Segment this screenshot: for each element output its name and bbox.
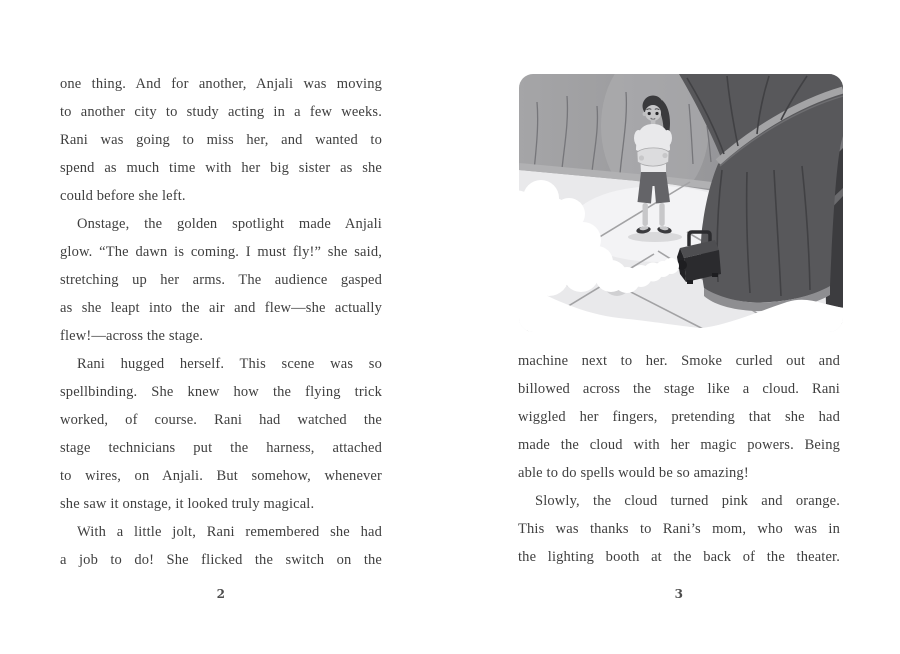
text-line: Rani was going to miss her, and wanted to (60, 132, 382, 148)
girl-leg-right (659, 203, 664, 226)
girl-shadow (628, 232, 682, 242)
text-line: wiggled her fingers, pretending that she had (518, 409, 840, 425)
girl-leg-left (643, 203, 648, 226)
text-line: as she leapt into the air and flew—she actually (60, 300, 382, 316)
text-line: she saw it onstage, it looked truly magical. (60, 496, 315, 512)
text-line: stage technicians put the harness, attached (60, 440, 382, 456)
text-line: billowed across the stage like a cloud. Rani (518, 381, 840, 397)
text-line: to another city to study acting in a few weeks. (60, 104, 382, 120)
text-line: Rani hugged herself. This scene was so (77, 356, 382, 372)
girl-eye-right (655, 112, 658, 115)
girl-eye-left (648, 112, 651, 115)
stage-illustration (519, 74, 843, 332)
text-line: With a little jolt, Rani remembered she had (77, 524, 382, 540)
text-line: could before she left. (60, 188, 186, 204)
text-line: worked, of course. Rani had watched the (60, 412, 382, 428)
page-3-text (518, 347, 840, 571)
text-line: made the cloud with her magic powers. Being (518, 437, 840, 453)
text-line: able to do spells would be so amazing! (518, 465, 749, 481)
page-3-number: 3 (674, 587, 684, 601)
text-line: stretching up her arms. The audience gasped (60, 272, 382, 288)
text-line: spend as much time with her big sister as she (60, 160, 382, 176)
text-line: the lighting booth at the back of the theater. (518, 549, 840, 565)
text-line: to wires, on Anjali. But somehow, whenever (60, 468, 382, 484)
page-2-number: 2 (216, 587, 226, 601)
text-line: one thing. And for another, Anjali was moving (60, 76, 382, 92)
text-line: spellbinding. She knew how the flying trick (60, 384, 382, 400)
text-line: Slowly, the cloud turned pink and orange. (535, 493, 840, 509)
text-line: machine next to her. Smoke curled out and (518, 353, 840, 369)
stage-illustration-svg (519, 74, 843, 332)
text-line: This was thanks to Rani’s mom, who was in (518, 521, 840, 537)
page-2-text (60, 70, 382, 574)
text-line: flew!—across the stage. (60, 328, 204, 344)
text-line: Onstage, the golden spotlight made Anjali (77, 216, 382, 232)
text-line: glow. “The dawn is coming. I must fly!” she said, (60, 244, 382, 260)
girl-face (645, 105, 661, 121)
text-line: a job to do! She flicked the switch on the (60, 552, 382, 568)
